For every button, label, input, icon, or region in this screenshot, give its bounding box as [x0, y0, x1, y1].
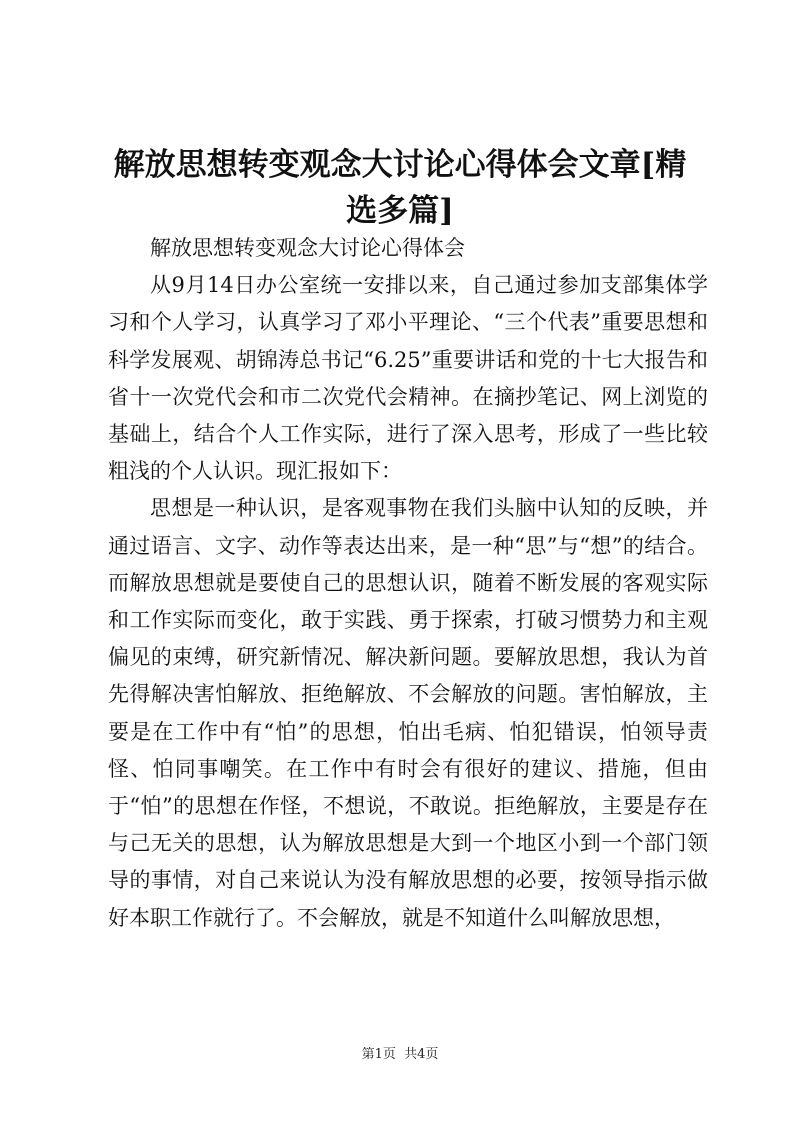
page-footer	[0, 1046, 800, 1064]
subtitle-paragraph: 解放思想转变观念大讨论心得体会	[150, 236, 465, 260]
body-paragraph: 从9月14日办公室统一安排以来，自己通过参加支部集体学习和个人学习，认真学习了邓小平理论、“三个代表”重要思想和科学发展观、胡锦涛总书记“6.25”重要讲话和党的十七大报告和省十一次党代会和市二次党代会精神。在摘抄笔记、网上浏览的基础上，结合个人工作实际，进行了深入思考，形成了一些比较粗浅的个人认识。现汇报如下：	[108, 273, 708, 484]
body-paragraph: 思想是一种认识，是客观事物在我们头脑中认知的反映，并通过语言、文字、动作等表达出来，是一种“思”与“想”的结合。而解放思想就是要使自己的思想认识，随着不断发展的客观实际和工作实际而变化，敢于实践、勇于探索，打破习惯势力和主观偏见的束缚，研究新情况、解决新问题。要解放思想，我认为首先得解决害怕解放、拒绝解放、不会解放的问题。害怕解放，主要是在工作中有“怕”的思想，怕出毛病、怕犯错误，怕领导责怪、怕同事嘲笑。在工作中有时会有很好的建议、措施，但由于“怕”的思想在作怪，不想说，不敢说。拒绝解放，主要是存在与己无关的思想，认为解放思想是大到一个地区小到一个部门领导的事情，对自己来说认为没有解放思想的必要，按领导指示做好本职工作就行了。不会解放，就是不知道什么叫解放思想，	[108, 496, 708, 930]
document-title: 解放思想转变观念大讨论心得体会文章[精选多篇]	[113, 147, 687, 229]
page-number: 第1页 共4页	[361, 1047, 439, 1062]
document-body	[108, 230, 708, 937]
